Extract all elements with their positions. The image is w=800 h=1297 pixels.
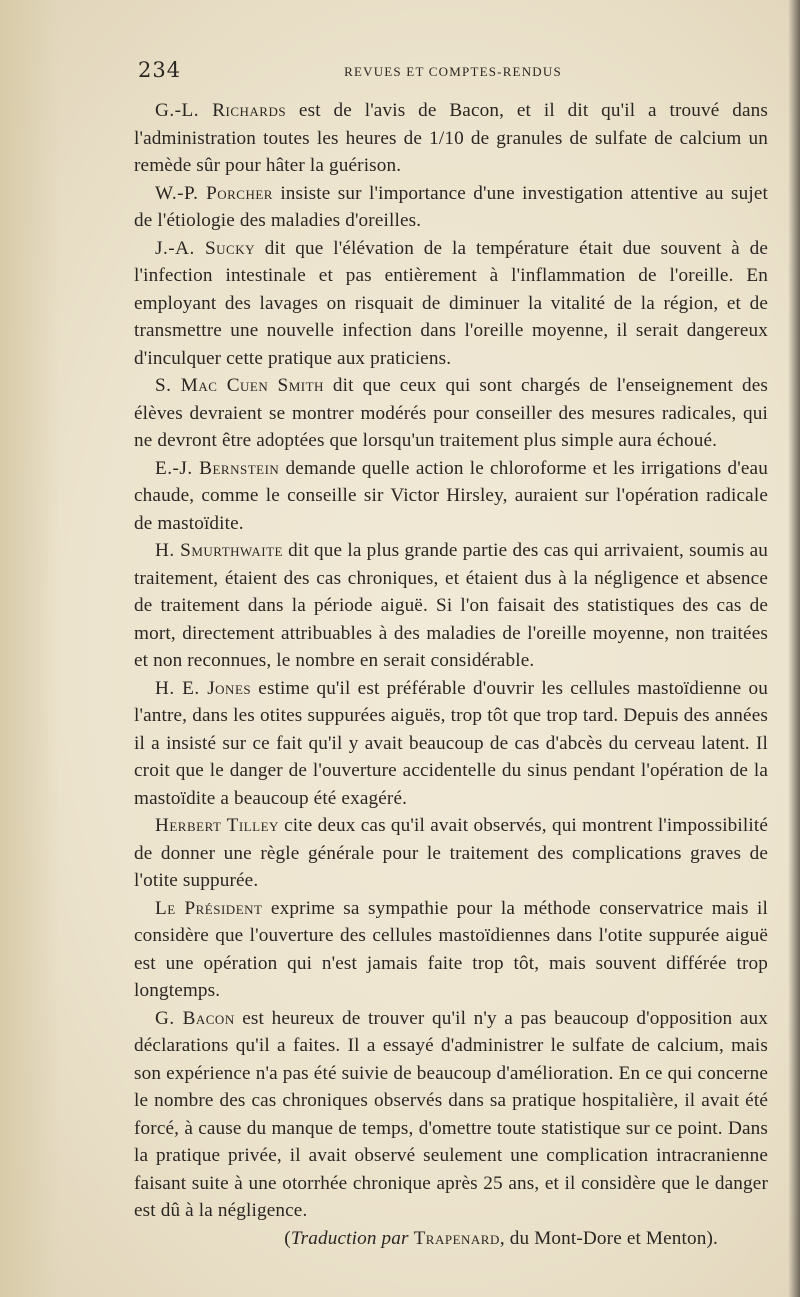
speaker-name: Herbert Tilley — [155, 815, 279, 836]
paragraph-text: estime qu'il est préférable d'ouvrir les cellules mastoïdienne ou l'antre, dans les otites suppurées aiguës, trop tôt que trop tard. Depuis des années il a insisté sur ce fait qu'il y avait beaucoup de cas d'abcès du cerveau latent. Il croit que le danger de l'ouverture accidentelle du sinus pendant l'opération de la mastoïdite a beaucoup été exagéré. — [134, 677, 768, 809]
paragraph-text: dit que ceux qui sont chargés de l'enseignement des élèves devraient se montrer modérés pour conseiller des mesures radicales, qui ne devront être adoptées que lorsqu'un traitement plus simple aura échoué. — [134, 375, 768, 451]
page-header — [138, 58, 768, 86]
credit-label: Traduction par — [290, 1227, 409, 1249]
paragraph-text: cite deux cas qu'il avait observés, qui montrent l'impossibilité de donner une règle générale pour le traitement des complications graves de l'otite suppurée. — [134, 815, 769, 891]
translation-credit — [134, 1225, 768, 1253]
speaker-name: Le Président — [155, 897, 263, 919]
paragraph-sucky — [134, 235, 768, 373]
speaker-name: G. Bacon — [155, 1007, 235, 1029]
paragraph-smurthwaite — [134, 537, 768, 675]
paragraph-jones — [134, 675, 768, 813]
speaker-name: G.-L. Richards — [155, 100, 287, 121]
running-title: REVUES ET COMPTES-RENDUS — [344, 64, 562, 79]
paragraph-mac-cuen-smith — [134, 372, 768, 455]
paragraph-president — [134, 895, 768, 1005]
page-number: 234 — [138, 58, 182, 82]
paragraph-text: insiste sur l'importance d'une investigation attentive au sujet de l'étiologie des maladies d'oreilles. — [134, 182, 769, 231]
credit-rest: , du Mont-Dore et Menton). — [499, 1227, 718, 1249]
speaker-name: J.-A. Sucky — [155, 237, 255, 259]
speaker-name: H. E. Jones — [155, 677, 252, 699]
paragraph-text: est heureux de trouver qu'il n'y a pas beaucoup d'opposition aux déclarations qu'il a faites. Il a essayé d'administrer le sulfate de calcium, mais son expérience n'a pas été suivie de beaucoup d'amélioration. En ce qui concerne le nombre des cas chroniques observés dans sa pratique hospitalière, il avait été forcé, à cause du manque de temps, d'omettre toute statistique sur ce point. Dans la pratique privée, il avait observé seulement une complication intracranienne faisant suite à une otorrhée chronique après 25 ans, et il considère que le danger est dû à la négligence. — [134, 1007, 768, 1221]
credit-open-paren: ( — [284, 1227, 291, 1249]
page-left-shadow — [0, 0, 60, 1297]
speaker-name: E.-J. Bernstein — [155, 457, 280, 479]
paragraph-bernstein — [134, 455, 768, 538]
translator-name: Trapenard — [413, 1227, 500, 1249]
paragraph-text: dit que la plus grande partie des cas qui arrivaient, soumis au traitement, étaient des cas chroniques, et étaient dus à la négligence et absence de traitement dans la période aiguë. Si l'on faisait des statistiques des cas de mort, directement attribuables à des maladies de l'oreille moyenne, non traitées et non reconnues, le nombre en serait considérable. — [134, 540, 768, 671]
paragraph-text: exprime sa sympathie pour la méthode conservatrice mais il considère que l'ouverture des cellules mastoïdiennes dans l'otite suppurée aiguë est une opération qui n'est jamais faite trop tôt, mais souvent différée trop longtemps. — [134, 897, 768, 1001]
speaker-name: W.-P. Porcher — [155, 182, 273, 204]
paragraph-text: dit que l'élévation de la température était due souvent à de l'infection intestinale et pas entièrement à l'inflammation de l'oreille. En employant des lavages on risquait de diminuer la vitalité de la région, et de transmettre une nouvelle infection dans l'oreille moyenne, il serait dangereux d'inculquer cette pratique aux praticiens. — [134, 237, 768, 369]
paragraph-text: est de l'avis de Bacon, et il dit qu'il a trouvé dans l'administration toutes les heures de 1/10 de granules de sulfate de calcium un remède sûr pour hâter la guérison. — [134, 100, 768, 176]
paragraph-text: demande quelle action le chloroforme et les irrigations d'eau chaude, comme le conseille sir Victor Hirsley, auraient sur l'opération radicale de mastoïdite. — [134, 457, 768, 534]
paragraph-richards — [134, 97, 768, 180]
article-body — [134, 97, 768, 1252]
page-right-shadow — [788, 0, 800, 1297]
paragraph-bacon — [134, 1005, 768, 1225]
paragraph-tilley — [134, 812, 768, 895]
speaker-name: H. Smurthwaite — [155, 540, 283, 561]
speaker-name: S. Mac Cuen Smith — [155, 375, 324, 396]
paragraph-porcher — [134, 180, 768, 235]
